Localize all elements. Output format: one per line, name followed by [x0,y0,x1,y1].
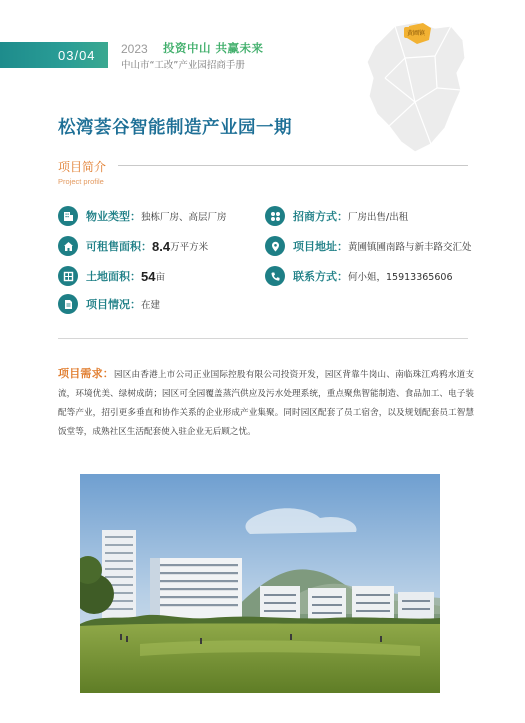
address-label: 项目地址： [293,240,348,253]
section-heading-en: Project profile [58,177,104,186]
requirements-label: 项目需求： [58,367,114,380]
investment-mode-label: 招商方式： [293,210,348,223]
document-icon [58,294,78,314]
info-contact [265,266,453,286]
header-year: 2023 [121,42,148,56]
project-requirements [58,364,474,442]
info-rentable-area [58,236,208,256]
contact-value: 何小姐，15913365606 [348,272,453,283]
status-value: 在建 [141,300,161,311]
building-icon [58,206,78,226]
map-tag: 黄圃镇 [404,27,428,38]
section-heading: 项目简介 [58,160,107,174]
section-rule [118,165,468,166]
section-divider [58,338,468,339]
project-title: 松湾荟谷智能制造产业园一期 [58,118,292,138]
info-address [265,236,472,256]
header-subtitle: 中山市“工改”产业园招商手册 [121,60,245,71]
house-icon [58,236,78,256]
factory-4 [398,592,434,622]
land-area-number: 54 [141,268,156,284]
land-icon [58,266,78,286]
phone-icon [265,266,285,286]
land-area-label: 土地面积： [86,270,141,283]
header-slogan: 投资中山 共赢未来 [163,41,264,55]
land-area-unit: 亩 [155,272,165,283]
main-building-accent [150,558,160,622]
rentable-area-number: 8.4 [152,238,171,254]
address-value: 黄圃镇圃南路与新丰路交汇处 [348,242,472,253]
requirements-text: 园区由香港上市公司正业国际控股有限公司投资开发，园区背靠牛岗山、南临珠江鸡鸦水道支流，环境优美、绿树成荫；园区可全园覆盖蒸汽供应及污水处理系统，重点聚焦智能制造、食品加工、电子装配等产业，招引更多垂直和协作关系的企业形成产业集聚。同时园区配套了员工宿舍，以及规划配套员工智慧饭堂等，成熟社区生活配套使入驻企业无后顾之忧。 [58,370,474,437]
lawn [80,624,440,694]
property-type-label: 物业类型： [86,210,141,223]
project-rendering-image [80,474,440,693]
page-indicator-text: 03/04 [58,47,96,63]
info-status [58,294,160,314]
rentable-area-unit: 万平方米 [170,242,209,253]
page-indicator [0,42,108,68]
property-type-value: 独栋厂房、高层厂房 [141,212,227,223]
info-land-area [58,266,165,286]
investment-mode-value: 厂房出售/出租 [348,212,409,223]
status-label: 项目情况： [86,298,141,311]
location-map [365,18,470,158]
info-investment-mode [265,206,408,226]
location-pin-icon [265,236,285,256]
rentable-area-label: 可租售面积： [86,240,152,253]
grid-icon [265,206,285,226]
contact-label: 联系方式： [293,270,348,283]
info-property-type [58,206,227,226]
